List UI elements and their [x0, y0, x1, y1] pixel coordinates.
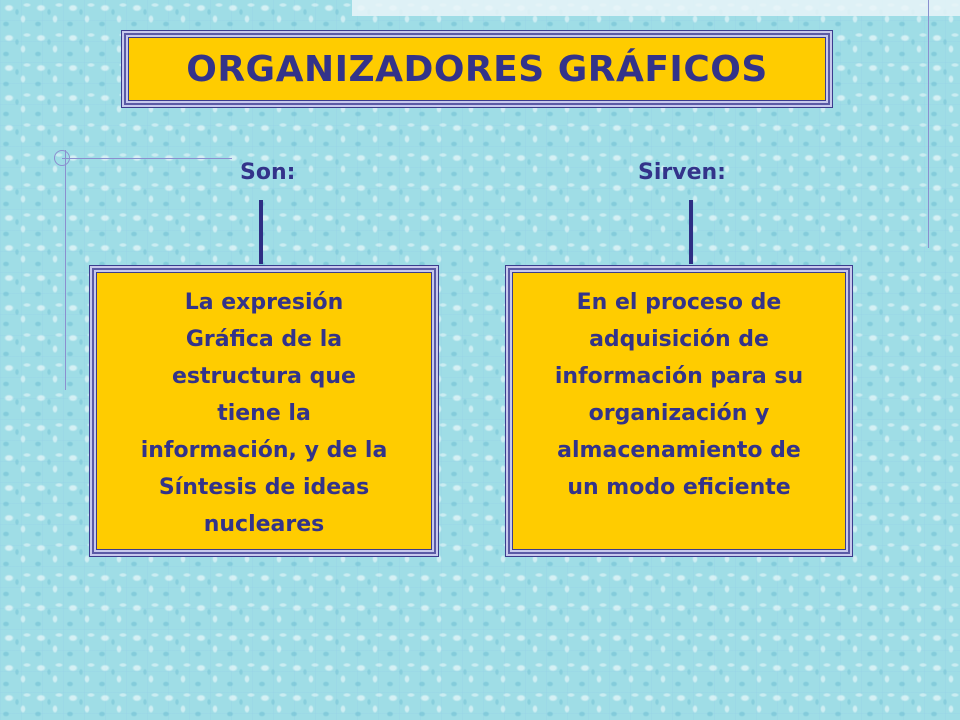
right-connector-line — [689, 200, 693, 264]
top-decorative-bar — [352, 0, 960, 16]
decorative-line — [65, 150, 66, 390]
purpose-box — [508, 268, 850, 554]
slide-title: ORGANIZADORES GRÁFICOS — [186, 48, 768, 90]
decorative-line — [928, 0, 929, 248]
purpose-text: En el proceso de adquisición de información para su organización y almacenamiento de un modo eficiente — [554, 290, 804, 500]
definition-box — [92, 268, 436, 554]
definition-text: La expresión Gráfica de la estructura que tiene la información, y de la Síntesis de ideas nucleares — [140, 290, 388, 537]
decorative-circle — [54, 150, 70, 166]
title-box — [124, 33, 830, 105]
left-connector-line — [259, 200, 263, 264]
decorative-line — [62, 158, 232, 159]
son-label: Son: — [240, 160, 296, 185]
sirven-label: Sirven: — [638, 160, 726, 185]
